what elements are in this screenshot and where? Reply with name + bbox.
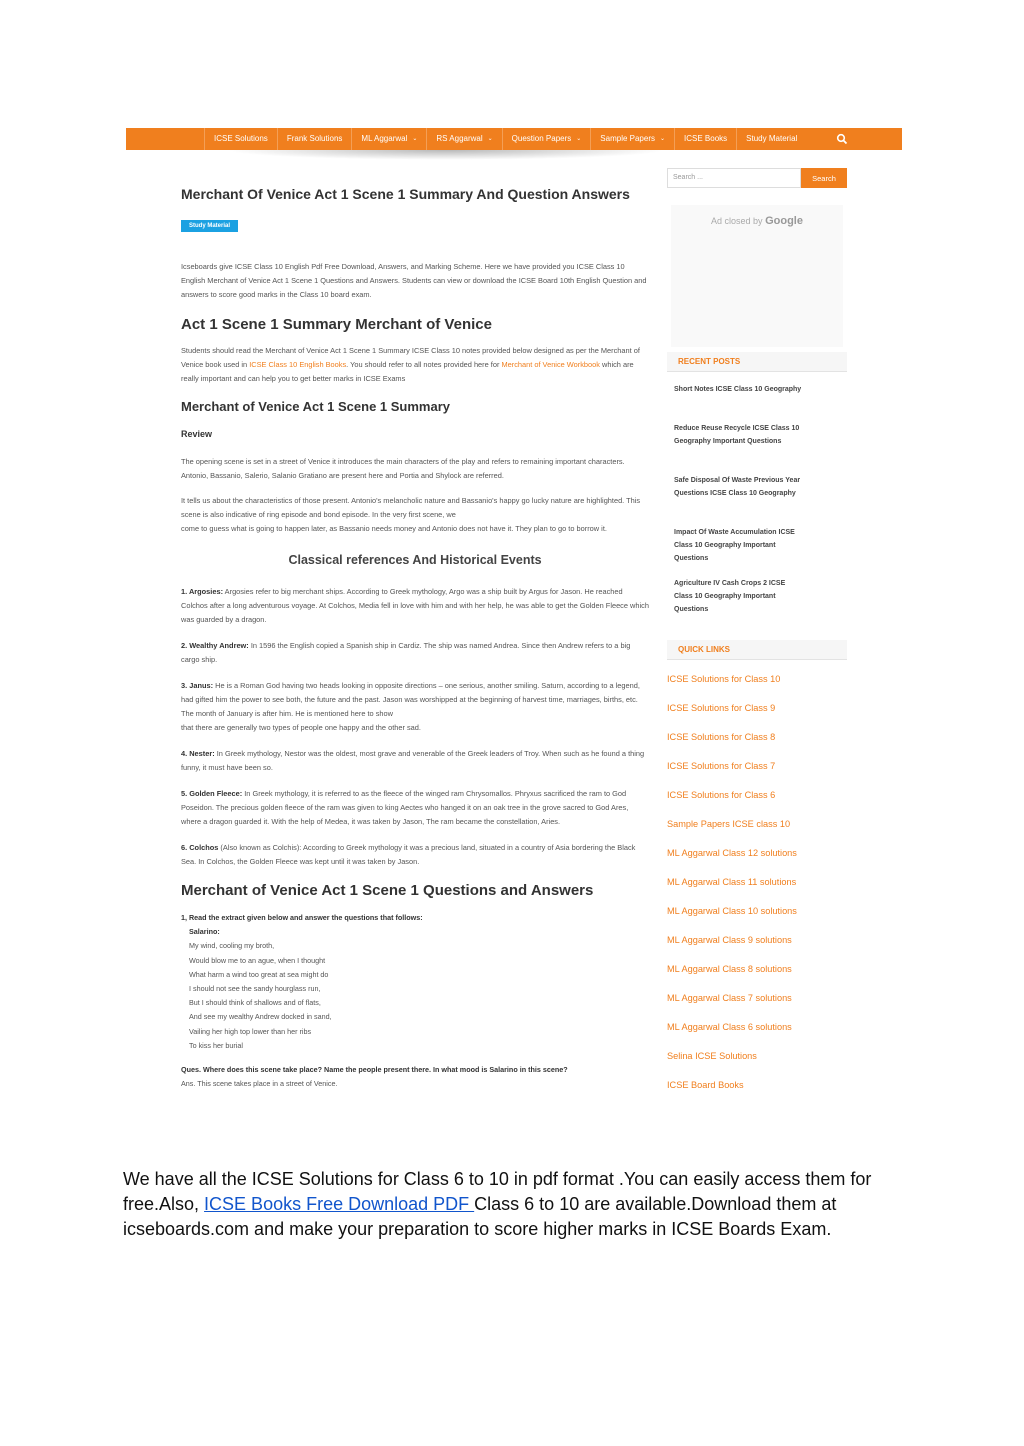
icse-books-download-link[interactable]: ICSE Books Free Download PDF <box>204 1194 475 1214</box>
ad-brand: Google <box>765 215 803 227</box>
footer-text: We have all the ICSE Solutions for Class 6 to 10 in pdf format .You can easily access them for free.Also, <box>123 1169 872 1214</box>
intro-paragraph: Icseboards give ICSE Class 10 English Pdf Free Download, Answers, and Marking Scheme. Here we have provided you ICSE Class 10 English Merchant of Venice Act 1 Scene 1 Questions and Answers. Students can view or download the ICSE Board 10th English Question and answers to score good marks in the Class 10 board exam. <box>181 262 647 299</box>
quick-link[interactable]: ICSE Solutions for Class 6 <box>667 790 776 800</box>
footer-paragraph <box>123 1167 913 1242</box>
extract-line: I should not see the sandy hourglass run, <box>189 984 321 994</box>
home-icon[interactable] <box>186 128 205 150</box>
reference-item <box>181 747 649 775</box>
classical-heading: Classical references And Historical Events <box>288 553 542 567</box>
answer-text: Ans. This scene takes place in a street of Venice. <box>181 1079 338 1089</box>
extract-line: Would blow me to an ague, when I thought <box>189 955 326 965</box>
summary-subheading: Merchant of Venice Act 1 Scene 1 Summary <box>181 399 451 414</box>
questions-heading: Merchant of Venice Act 1 Scene 1 Questions and Answers <box>181 882 594 899</box>
extract-line: And see my wealthy Andrew docked in sand, <box>189 1012 332 1022</box>
summary-text: . You should refer to all notes provided here for <box>346 360 502 369</box>
extract-line: To kiss her burial <box>189 1040 243 1050</box>
quick-link[interactable]: ML Aggarwal Class 12 solutions <box>667 848 797 858</box>
quick-links-heading: QUICK LINKS <box>667 640 847 660</box>
question-text: Ques. Where does this scene take place? Name the people present there. In what mood is Salarino in this scene? <box>181 1065 568 1075</box>
reference-item <box>181 787 649 829</box>
reference-item <box>181 841 649 869</box>
nav-item-study-material[interactable] <box>737 128 806 150</box>
ad-closed-text <box>671 215 843 227</box>
recent-post-link[interactable]: Impact Of Waste Accumulation ICSE Class 10 Geography Important Questions <box>674 529 795 562</box>
chevron-down-icon: ⌄ <box>412 136 418 142</box>
summary-text: which are really important and can help you to get better marks in ICSE Exams <box>181 360 634 383</box>
reference-text: (Also known as Colchis): According to Greek mythology it was a precious land, situated in a country of Asia bordering the Black Sea. In Colchos, the Golden Fleece was kept until it was taken by Jason. <box>181 843 636 866</box>
chevron-down-icon: ⌄ <box>487 136 493 142</box>
extract-line: My wind, cooling my broth, <box>189 941 275 951</box>
reference-term: 5. Golden Fleece: <box>181 789 243 798</box>
quick-link[interactable]: ICSE Solutions for Class 8 <box>667 732 776 742</box>
reference-text: Argosies refer to big merchant ships. According to Greek mythology, Argo was a ship built by Argus for Jason. He reached Colchos after a long adventurous voyage. At Colchos, Media fell in love with him and with her help, he was able to get the Golden Fleece which was guarded by a dragon. <box>181 587 649 624</box>
nav-item-label: ICSE Solutions <box>214 134 268 143</box>
recent-posts-heading: RECENT POSTS <box>667 352 847 372</box>
chevron-down-icon: ⌄ <box>660 136 666 142</box>
nav-item-label: Sample Papers <box>600 134 655 143</box>
reference-item <box>181 639 649 667</box>
quick-link[interactable]: ICSE Solutions for Class 10 <box>667 674 781 684</box>
reference-text: In 1596 the English copied a Spanish ship in Cardiz. The ship was named Andrea. Since then Andrew refers to a big cargo ship. <box>181 641 631 664</box>
summary-paragraph <box>181 344 649 386</box>
recent-post-link[interactable]: Reduce Reuse Recycle ICSE Class 10 Geography Important Questions <box>674 425 800 445</box>
review-paragraph: It tells us about the characteristics of those present. Antonio's melancholic nature and Bassanio's happy go lucky nature are highlighted. This scene is also indicative of ring episode and bond episode. In the very first scene, we <box>181 496 641 519</box>
reference-term: 2. Wealthy Andrew: <box>181 641 249 650</box>
nav-item-label: Question Papers <box>511 134 572 143</box>
nav-item-question-papers[interactable] <box>503 128 592 150</box>
quick-link[interactable]: ML Aggarwal Class 6 solutions <box>667 1022 792 1032</box>
quick-link[interactable]: ICSE Board Books <box>667 1080 744 1090</box>
nav-item-icse-books[interactable] <box>675 128 737 150</box>
nav-item-frank-solutions[interactable] <box>278 128 353 150</box>
reference-term: 3. Janus: <box>181 681 214 690</box>
reference-text: In Greek mythology, it is referred to as the fleece of the winged ram Chrysomallos. Phryxus sacrificed the ram to God Poseidon. The precious golden fleece of the ram was given to king Aectes who hanged it on an oak tree in the grove sacred to God Ares, where a dragon guarded it. With the help of Medea, it was taken by Jason, The ram became the constellation, Aries. <box>181 789 629 826</box>
quick-link[interactable]: ICSE Solutions for Class 7 <box>667 761 776 771</box>
recent-post-link[interactable]: Short Notes ICSE Class 10 Geography <box>674 386 802 393</box>
extract-line: Vailing her high top lower than her ribs <box>189 1026 312 1036</box>
nav-item-label: ML Aggarwal <box>361 134 408 143</box>
icse-class10-english-books-link[interactable]: ICSE Class 10 English Books <box>249 360 347 369</box>
nav-shadow <box>226 150 666 160</box>
nav-item-label: Study Material <box>746 134 798 143</box>
reference-text: In Greek mythology, Nestor was the oldest, most grave and venerable of the Greek leaders of Troy. When such as he found a thing funny, it must have been so. <box>181 749 645 772</box>
search-icon[interactable] <box>836 132 850 146</box>
search-button[interactable]: Search <box>801 168 847 188</box>
review-paragraph: come to guess what is going to happen later, as Bassanio needs money and Antonio does not have it. They plan to go to borrow it. <box>181 524 607 533</box>
nav-item-icse-solutions[interactable] <box>205 128 278 150</box>
footer-text: Class 6 to 10 are available.Download them at icseboards.com and make your preparation to score higher marks in ICSE Boards Exam. <box>123 1194 837 1239</box>
quick-link[interactable]: ML Aggarwal Class 10 solutions <box>667 906 797 916</box>
extract-line: What harm a wind too great at sea might do <box>189 969 329 979</box>
nav-item-rs-aggarwal[interactable] <box>427 128 502 150</box>
question-prompt: 1, Read the extract given below and answer the questions that follows: <box>181 913 423 922</box>
quick-link[interactable]: ML Aggarwal Class 8 solutions <box>667 964 792 974</box>
reference-item <box>181 585 649 627</box>
extract-line: But I should think of shallows and of flats, <box>189 998 321 1008</box>
nav-item-label: RS Aggarwal <box>436 134 483 143</box>
reference-term: 1. Argosies: <box>181 587 224 596</box>
nav-item-label: Frank Solutions <box>286 134 343 143</box>
review-label: Review <box>181 429 213 439</box>
quick-link[interactable]: ML Aggarwal Class 9 solutions <box>667 935 792 945</box>
quick-link[interactable]: Sample Papers ICSE class 10 <box>667 819 791 829</box>
merchant-workbook-link[interactable]: Merchant of Venice Workbook <box>501 360 600 369</box>
quick-link[interactable]: ML Aggarwal Class 11 solutions <box>667 877 797 887</box>
quick-link[interactable]: Selina ICSE Solutions <box>667 1051 757 1061</box>
post-title: Merchant Of Venice Act 1 Scene 1 Summary And Question Answers <box>181 186 630 202</box>
ad-placeholder <box>671 205 843 347</box>
nav-item-label: ICSE Books <box>684 134 728 143</box>
review-paragraph: The opening scene is set in a street of Venice it introduces the main characters of the play and refers to remaining important characters. Antonio, Bassanio, Salerio, Salanio Gratiano are present here and Portia and Shylock are referred. <box>181 457 625 480</box>
recent-post-link[interactable]: Agriculture IV Cash Crops 2 ICSE Class 10 Geography Important Questions <box>674 580 786 613</box>
chevron-down-icon: ⌄ <box>576 136 582 142</box>
quick-link[interactable]: ICSE Solutions for Class 9 <box>667 703 776 713</box>
speaker-name: Salarino: <box>189 927 220 937</box>
nav-item-ml-aggarwal[interactable] <box>352 128 427 150</box>
reference-term: 6. Colchos <box>181 843 219 852</box>
question-block <box>181 911 649 1091</box>
quick-link[interactable]: ML Aggarwal Class 7 solutions <box>667 993 792 1003</box>
category-badge[interactable]: Study Material <box>181 220 238 232</box>
reference-item <box>181 679 649 735</box>
search-input[interactable]: Search ... <box>667 168 801 188</box>
reference-term: 4. Nester: <box>181 749 215 758</box>
summary-text: Students should read the Merchant of Venice Act 1 Scene 1 Summary ICSE Class 10 notes provided below designed as per the Merchant of Venice book used in <box>181 346 640 369</box>
reference-text: that there are generally two types of people one happy and the other sad. <box>181 723 421 732</box>
summary-heading: Act 1 Scene 1 Summary Merchant of Venice <box>181 316 492 333</box>
nav-item-sample-papers[interactable] <box>591 128 675 150</box>
nav-menu <box>186 128 806 150</box>
ad-label: Ad closed by <box>711 216 763 226</box>
reference-text: He is a Roman God having two heads looking in opposite directions – one serious, another smiling. Saturn, according to a legend, had gifted him the power to see both, the future and the past. Jason was worshipped at the beginning of harvest time, marriages, births, etc. The month of January is after him. He is mentioned here to show <box>181 681 640 718</box>
recent-post-link[interactable]: Safe Disposal Of Waste Previous Year Questions ICSE Class 10 Geography <box>674 477 801 497</box>
